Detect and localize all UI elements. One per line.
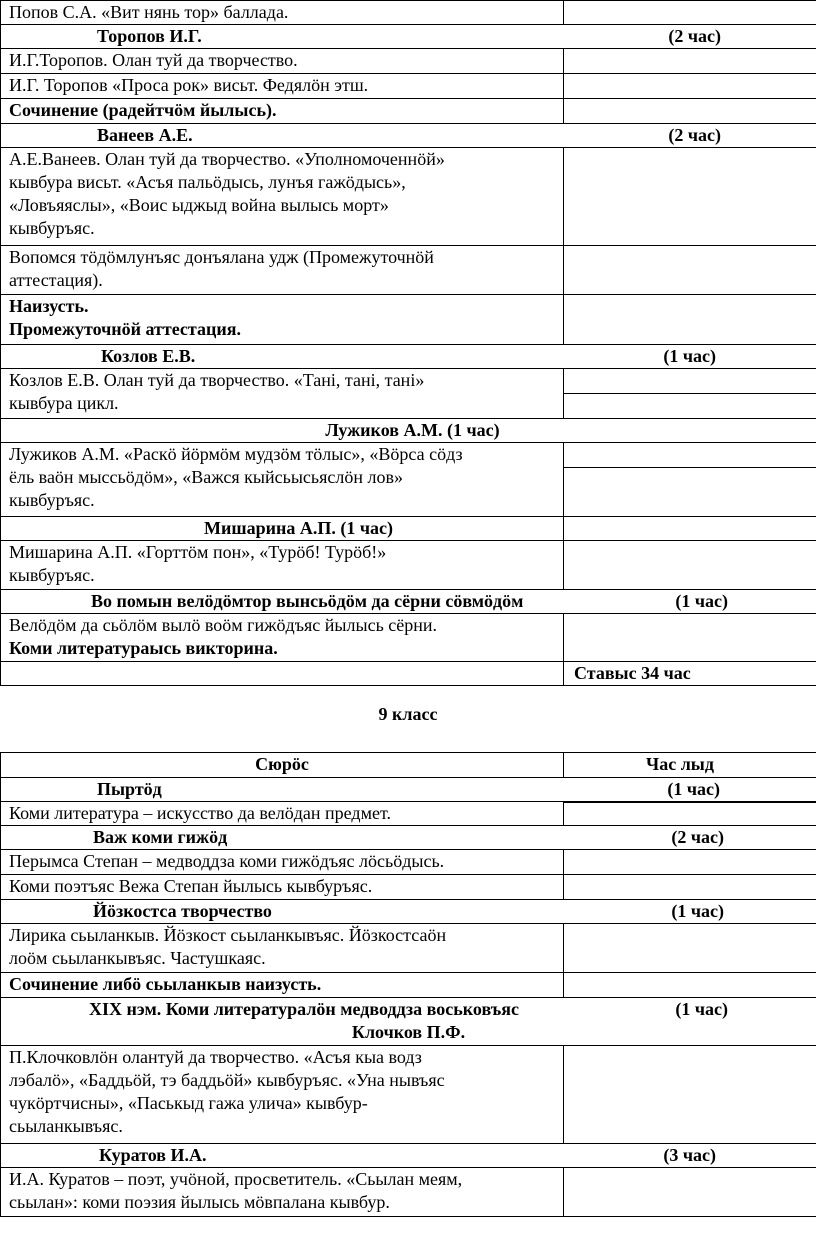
hours-cell	[564, 614, 816, 662]
section-hours: (1 час)	[675, 999, 728, 1019]
program-table-9	[0, 752, 816, 1217]
hours-cell	[564, 74, 816, 99]
section-row	[1, 778, 816, 802]
topic-row: И.Г. Торопов «Проса рок» висьт. Федялӧн этш.	[1, 74, 564, 99]
section-row	[1, 826, 816, 850]
topic-row: И.А. Куратов – поэт, учӧной, просветитель. «Сьылан меям, сьылан»: коми поэзия йылысь мӧвпалана кывбур.	[1, 1168, 564, 1217]
section-hours: (2 час)	[668, 125, 721, 145]
column-header-topic: Сюрӧс	[1, 753, 564, 778]
section-title: Йӧзкостса творчество	[93, 901, 272, 921]
hours-cell	[564, 1046, 816, 1144]
hours-cell	[564, 1168, 816, 1217]
section-row	[1, 900, 816, 924]
section-row	[1, 517, 816, 541]
topic-row: Сочинение (радейтчӧм йылысь).	[1, 99, 564, 124]
topic-row: Мишарина А.П. «Горттӧм пон», «Турӧб! Турӧб!» кывбуръяс.	[1, 541, 564, 590]
total-hours: Ставыс 34 час	[564, 662, 816, 686]
hours-cell	[564, 924, 816, 973]
section-hours: (1 час)	[675, 591, 728, 611]
section-hours: (1 час)	[671, 901, 724, 921]
hours-cell	[564, 517, 816, 541]
topic-row: П.Клочковлӧн олантуй да творчество. «Асъя кыа водз лэбалӧ», «Баддьӧй, тэ баддьӧй» кывбуръяс. «Уна нывъяс чукӧртчисны», «Паськыд гажа улича» кывбур- сьыланкывъяс.	[1, 1046, 564, 1144]
topic-row: Наизусть. Промежуточнӧй аттестация.	[1, 295, 564, 345]
section-row	[1, 419, 816, 443]
hours-cell	[564, 295, 816, 345]
topic-row: Велӧдӧм да сьӧлӧм вылӧ воӧм гижӧдъяс йылысь сёрни. Коми литератураысь викторина.	[1, 614, 564, 662]
section-row	[1, 345, 816, 369]
topic-row: Попов С.А. «Вит нянь тор» баллада.	[1, 1, 564, 25]
hours-cell	[564, 850, 816, 875]
hours-cell	[564, 973, 816, 998]
section-hours: (1 час)	[663, 346, 716, 366]
topic-row: Вопомся тӧдӧмлунъяс донъялана удж (Промежуточнӧй аттестация).	[1, 246, 564, 295]
class-heading: 9 класс	[378, 704, 438, 724]
section-title: Важ коми гижӧд	[93, 827, 228, 847]
topic-row: А.Е.Ванеев. Олан туй да творчество. «Уполномоченнӧй» кывбура висьт. «Асъя пальӧдысь, лунъя гажӧдысь», «Ловъяяслы», «Воис ыджыд война вылысь морт» кывбуръяс.	[1, 148, 564, 246]
section-row	[1, 124, 816, 148]
section-title: Мишарина А.П. (1 час)	[204, 518, 393, 538]
section-title: Лужиков А.М. (1 час)	[325, 420, 500, 440]
column-header-hours: Час лыд	[564, 753, 816, 778]
topic-row: Сочинение либӧ сьыланкыв наизусть.	[1, 973, 564, 998]
section-hours: (1 час)	[667, 779, 720, 799]
hours-cell	[564, 246, 816, 295]
hours-cell	[564, 49, 816, 74]
hours-cell	[564, 1, 816, 25]
section-hours: (3 час)	[663, 1145, 716, 1165]
section-title: Во помын велӧдӧмтор вынсьӧдӧм да сёрни сӧвмӧдӧм	[91, 591, 524, 611]
hours-cell	[564, 148, 816, 246]
topic-row: Козлов Е.В. Олан туй да творчество. «Тані, тані, тані» кывбура цикл.	[1, 369, 564, 419]
topic-row: Перымса Степан – медводдза коми гижӧдъяс лӧсьӧдысь.	[1, 850, 564, 875]
section-row	[1, 25, 816, 49]
section-hours: (2 час)	[671, 827, 724, 847]
section-title: XIX нэм. Коми литературалӧн медводдза воськовъяс	[89, 999, 519, 1019]
hours-cell	[564, 541, 816, 590]
section-row	[1, 590, 816, 614]
section-row	[1, 1144, 816, 1168]
topic-row: И.Г.Торопов. Олан туй да творчество.	[1, 49, 564, 74]
hours-cell	[564, 802, 816, 826]
hours-cell	[564, 99, 816, 124]
hours-cell	[564, 369, 816, 419]
section-title: Козлов Е.В.	[101, 346, 196, 366]
topic-row: Коми литература – искусство да велӧдан предмет.	[1, 802, 564, 826]
section-title: Куратов И.А.	[99, 1145, 207, 1165]
section-title: Торопов И.Г.	[97, 26, 202, 46]
topic-row: Лирика сьыланкыв. Йӧзкост сьыланкывъяс. Йӧзкостсаӧн лоӧм сьыланкывъяс. Частушкаяс.	[1, 924, 564, 973]
section-title: Ванеев А.Е.	[97, 125, 193, 145]
topic-row: Лужиков А.М. «Раскӧ йӧрмӧм мудзӧм тӧлыс», «Вӧрса сӧдз ёль ваӧн мыссьӧдӧм», «Важся кыйсьысьяслӧн лов» кывбуръяс.	[1, 443, 564, 517]
hours-cell	[564, 443, 816, 517]
hours-cell	[564, 875, 816, 900]
section-title: Пыртӧд	[97, 779, 162, 799]
section-row	[1, 998, 816, 1046]
topic-row: Коми поэтъяс Вежа Степан йылысь кывбуръяс.	[1, 875, 564, 900]
section-subtitle: Клочков П.Ф.	[351, 1022, 466, 1042]
section-hours: (2 час)	[668, 26, 721, 46]
